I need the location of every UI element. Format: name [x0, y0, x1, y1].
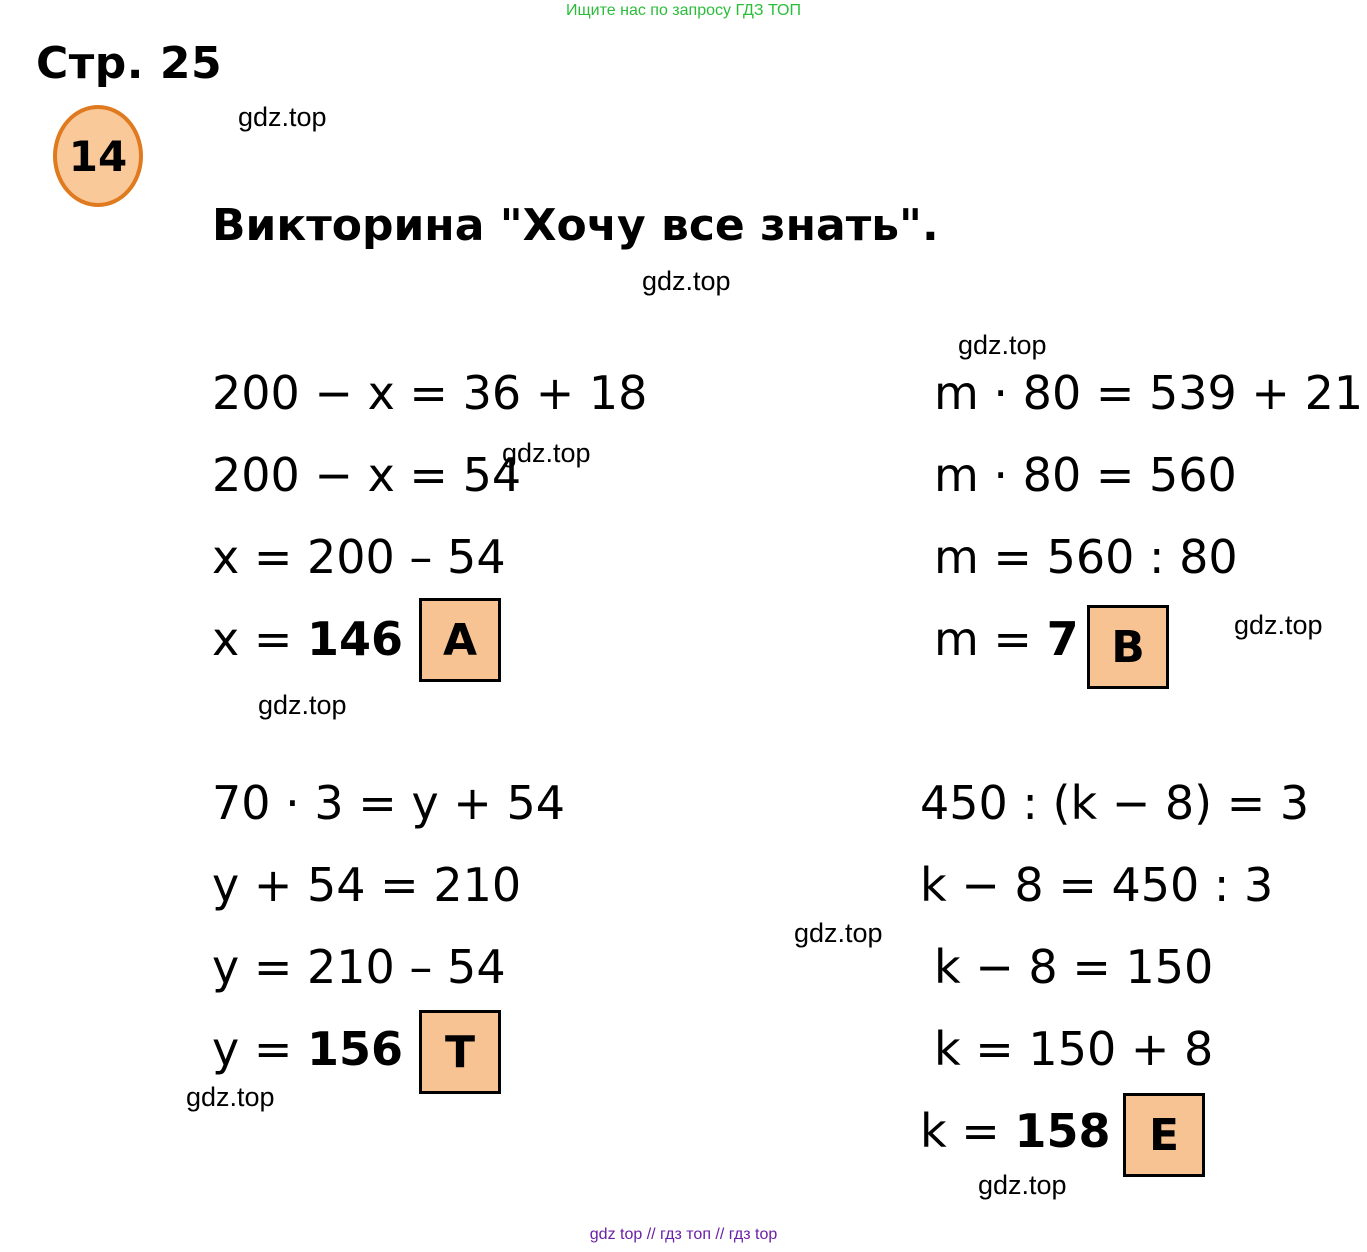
equation-line: k = 150 + 8	[934, 1022, 1214, 1076]
answer-letter: А	[442, 614, 478, 666]
answer-letter: Е	[1148, 1109, 1180, 1161]
equation-line: m = 560 : 80	[934, 530, 1238, 584]
task-number-badge	[53, 105, 143, 207]
answer-prefix: y =	[212, 1022, 308, 1076]
watermark: gdz.top	[1234, 610, 1323, 640]
answer-value: 158	[1014, 1104, 1111, 1158]
watermark: gdz.top	[186, 1082, 275, 1112]
answer-prefix: m =	[934, 612, 1047, 666]
equation-line: 450 : (k − 8) = 3	[920, 776, 1310, 830]
equation-line: m · 80 = 560	[934, 448, 1237, 502]
equation-line: 200 − x = 54	[212, 448, 522, 502]
task-title: Викторина "Хочу все знать".	[212, 200, 939, 251]
equation-answer	[920, 1106, 1110, 1156]
answer-value: 7	[1046, 612, 1079, 666]
answer-value: 156	[307, 1022, 404, 1076]
task-number: 14	[68, 131, 128, 181]
answer-letter-box	[419, 1010, 501, 1094]
watermark: gdz.top	[238, 102, 327, 132]
answer-letter-box	[419, 598, 501, 682]
equation-line: m · 80 = 539 + 21	[934, 366, 1364, 420]
equation-line: 70 · 3 = y + 54	[212, 776, 565, 830]
equation-answer	[934, 614, 1079, 664]
equation-answer	[212, 614, 403, 664]
watermark: gdz.top	[502, 438, 591, 468]
watermark: gdz.top	[794, 918, 883, 948]
watermark: gdz.top	[642, 266, 731, 296]
answer-letter-box	[1123, 1093, 1205, 1177]
answer-letter: В	[1111, 621, 1145, 673]
answer-letter-box	[1087, 605, 1169, 689]
equation-line: x = 200 – 54	[212, 530, 506, 584]
equation-line: k − 8 = 450 : 3	[920, 858, 1274, 912]
equation-line: k − 8 = 150	[934, 940, 1214, 994]
answer-prefix: k =	[920, 1104, 1015, 1158]
answer-prefix: x =	[212, 612, 308, 666]
watermark: gdz.top	[978, 1170, 1067, 1200]
footer-links: gdz top // гдз топ // гдз top	[589, 1226, 778, 1243]
equation-line: 200 − x = 36 + 18	[212, 366, 648, 420]
top-banner: Ищите нас по запросу ГДЗ ТОП	[566, 2, 801, 19]
equation-answer	[212, 1024, 403, 1074]
equation-line: y = 210 – 54	[212, 940, 506, 994]
answer-letter: Т	[444, 1026, 475, 1078]
equation-line: y + 54 = 210	[212, 858, 522, 912]
watermark: gdz.top	[258, 690, 347, 720]
answer-value: 146	[307, 612, 404, 666]
watermark: gdz.top	[958, 330, 1047, 360]
page-number: Стр. 25	[36, 38, 223, 89]
